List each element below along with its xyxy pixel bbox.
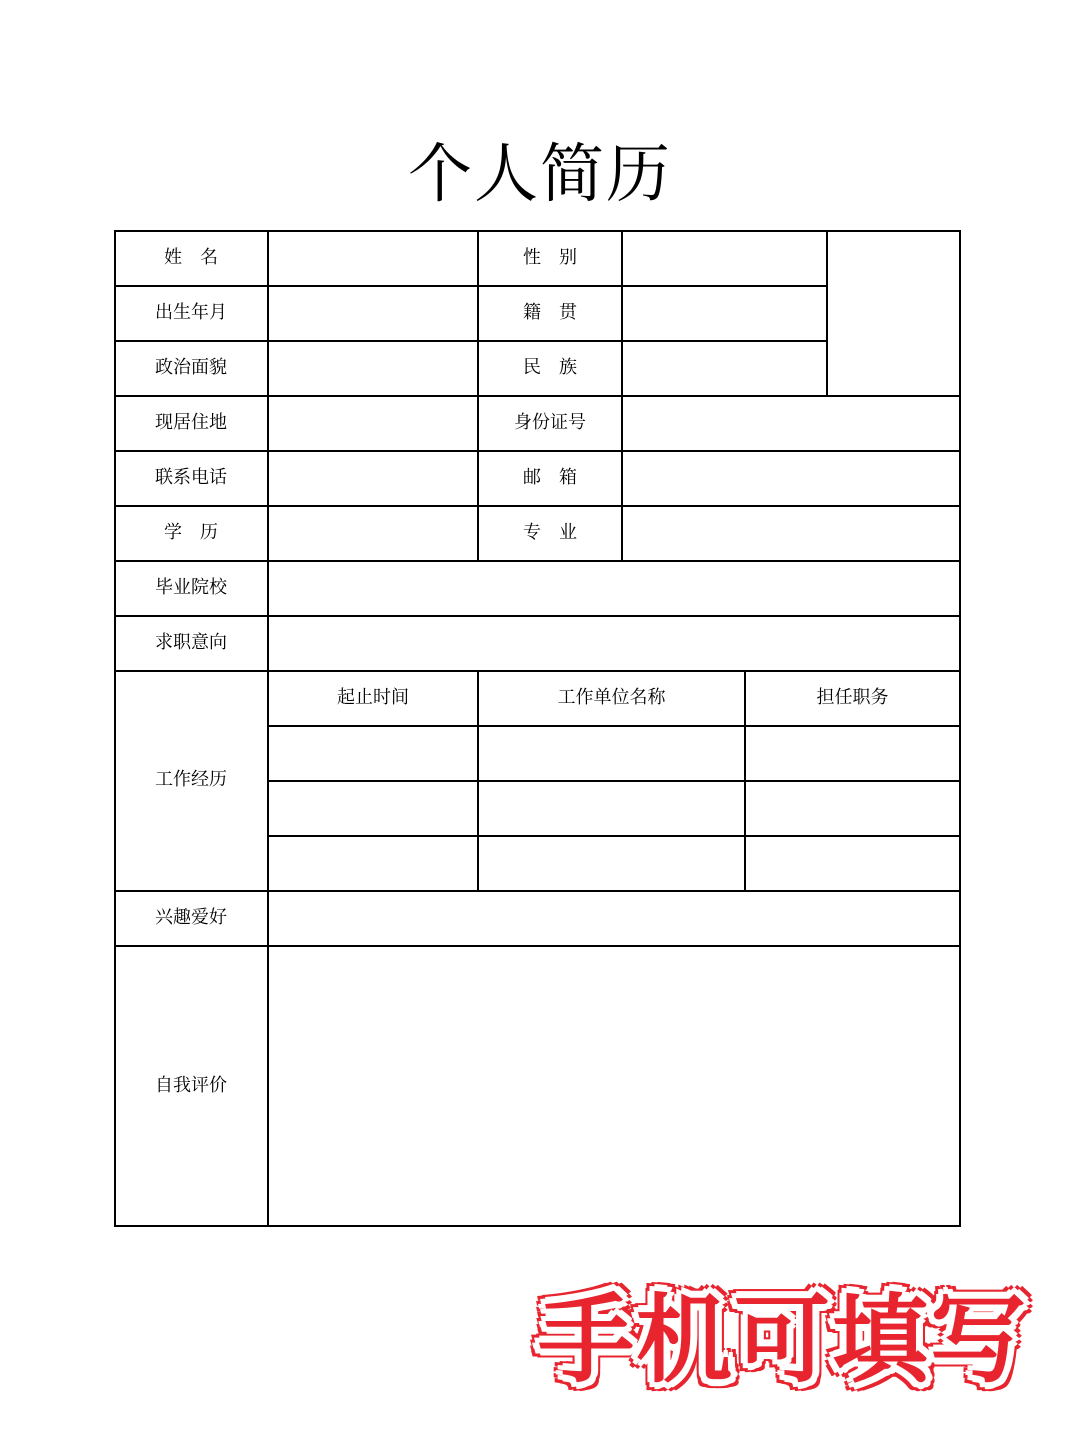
politics-field[interactable] bbox=[269, 342, 477, 395]
objective-field[interactable] bbox=[269, 617, 959, 670]
label-self-evaluation: 自我评价 bbox=[155, 1075, 227, 1096]
label-school: 毕业院校 bbox=[155, 576, 227, 598]
major-field[interactable] bbox=[623, 507, 959, 560]
school-field[interactable] bbox=[269, 562, 959, 615]
work-row-2-company[interactable] bbox=[479, 782, 744, 835]
label-hobbies: 兴趣爱好 bbox=[155, 906, 227, 928]
email-field[interactable] bbox=[623, 452, 959, 505]
work-row-3-period[interactable] bbox=[269, 837, 477, 890]
name-field[interactable] bbox=[269, 232, 477, 285]
page-title: 个人简历 bbox=[408, 138, 672, 212]
work-row-2-period[interactable] bbox=[269, 782, 477, 835]
work-header-company: 工作单位名称 bbox=[557, 686, 666, 708]
label-objective: 求职意向 bbox=[155, 631, 227, 653]
label-education: 学 历 bbox=[164, 521, 218, 543]
label-major: 专 业 bbox=[523, 521, 577, 543]
id-number-field[interactable] bbox=[623, 397, 959, 450]
label-phone: 联系电话 bbox=[155, 466, 227, 488]
birth-field[interactable] bbox=[269, 287, 477, 340]
label-email: 邮 箱 bbox=[523, 466, 577, 488]
phone-field[interactable] bbox=[269, 452, 477, 505]
work-row-2-position[interactable] bbox=[746, 782, 959, 835]
address-field[interactable] bbox=[269, 397, 477, 450]
work-row-1-position[interactable] bbox=[746, 727, 959, 780]
work-row-3-company[interactable] bbox=[479, 837, 744, 890]
label-origin: 籍 贯 bbox=[523, 301, 577, 323]
ethnicity-field[interactable] bbox=[623, 342, 826, 395]
label-work-history: 工作经历 bbox=[155, 769, 227, 790]
photo-area[interactable] bbox=[828, 232, 959, 395]
label-birth: 出生年月 bbox=[155, 301, 227, 323]
origin-field[interactable] bbox=[623, 287, 826, 340]
work-header-period: 起止时间 bbox=[337, 686, 409, 708]
label-politics: 政治面貌 bbox=[155, 356, 227, 378]
label-name: 姓 名 bbox=[164, 246, 218, 268]
self-evaluation-field[interactable] bbox=[269, 947, 959, 1225]
label-address: 现居住地 bbox=[155, 411, 227, 433]
work-row-3-position[interactable] bbox=[746, 837, 959, 890]
work-row-1-company[interactable] bbox=[479, 727, 744, 780]
work-header-position: 担任职务 bbox=[816, 686, 889, 708]
label-id-number: 身份证号 bbox=[514, 411, 586, 433]
education-field[interactable] bbox=[269, 507, 477, 560]
gender-field[interactable] bbox=[623, 232, 826, 285]
work-row-1-period[interactable] bbox=[269, 727, 477, 780]
hobbies-field[interactable] bbox=[269, 892, 959, 945]
label-ethnicity: 民 族 bbox=[523, 356, 577, 378]
label-gender: 性 别 bbox=[523, 246, 577, 268]
promo-stamp-text: 手机可填写 bbox=[538, 1282, 1028, 1396]
